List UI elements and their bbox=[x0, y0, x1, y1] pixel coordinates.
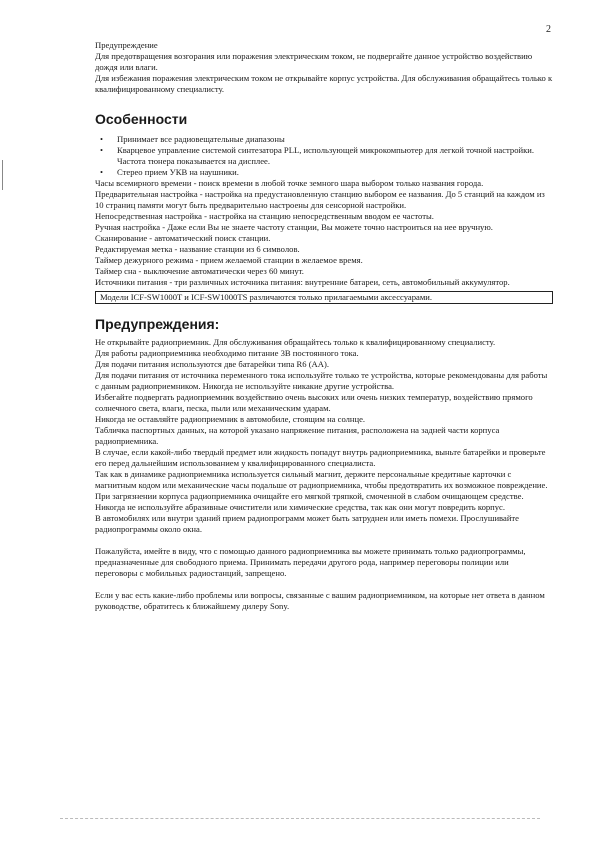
feature-paragraph: Непосредственная настройка - настройка на станцию непосредственным вводом ее частоты. bbox=[95, 211, 434, 221]
feature-paragraph: Редактируемая метка - название станции из 6 символов. bbox=[95, 244, 300, 254]
top-warning-line: Для предотвращения возгорания или поражения электрическим током, не подвергайте данное устройство воздействию дождя или влаги. bbox=[95, 51, 533, 72]
list-item: • Стерео прием УКВ на наушники. bbox=[117, 167, 553, 178]
warning-paragraph: Так как в динамике радиоприемника используется сильный магнит, держите персональные кредитные карточки с магнитным кодом или механические часы подальше от радиоприемника, чтобы предотвратить их возможное повреждение. bbox=[95, 469, 548, 490]
feature-paragraph: Таймер дежурного режима - прием желаемой станции в желаемое время. bbox=[95, 255, 363, 265]
paragraph-spacer bbox=[95, 579, 553, 590]
warnings-heading: Предупреждения: bbox=[95, 316, 220, 332]
list-item: • Принимает все радиовещательные диапазоны bbox=[117, 134, 553, 145]
feature-paragraph: Ручная настройка - Даже если Вы не знаете частоту станции, Вы можете точно настроиться на нее вручную. bbox=[95, 222, 493, 232]
scan-margin-mark bbox=[2, 160, 3, 190]
features-heading: Особенности bbox=[95, 111, 188, 127]
warning-paragraph: Никогда не оставляйте радиоприемник в автомобиле, стоящим на солнце. bbox=[95, 414, 366, 424]
top-warning-title: Предупреждение bbox=[95, 40, 158, 50]
page-number: 2 bbox=[546, 24, 551, 35]
warning-paragraph: Избегайте подвергать радиоприемник воздействию очень высоких или очень низких температур, воздействию прямого солнечного света, влаги, песка, пыли или механическим ударам. bbox=[95, 392, 533, 413]
warning-paragraph: В случае, если какой-либо твердый предмет или жидкость попадут внутрь радиоприемника, выньте батарейки и проверьте его перед дальнейшим использованием у квалифицированного специалиста. bbox=[95, 447, 546, 468]
top-warning-section bbox=[95, 40, 553, 95]
paragraph-spacer bbox=[95, 535, 553, 546]
document-body bbox=[95, 40, 553, 612]
closing-paragraph: Пожалуйста, имейте в виду, что с помощью данного радиоприемника вы можете принимать только радиопрограммы, предназначенные для свободного приема. Принимать передачи другого рода, например переговоры полиции или переговоры с мобильных радиостанций, запрещено. bbox=[95, 546, 526, 578]
page-bottom-rule bbox=[60, 818, 540, 819]
feature-paragraph: Часы всемирного времени - поиск времени в любой точке земного шара выбором только названия города. bbox=[95, 178, 484, 188]
warning-paragraph: При загрязнении корпуса радиоприемника очищайте его мягкой тряпкой, смоченной в слабом очищающем средстве. bbox=[95, 491, 524, 501]
feature-paragraph: Таймер сна - выключение автоматически через 60 минут. bbox=[95, 266, 304, 276]
top-warning-line: Для избежания поражения электрическим током не открывайте корпус устройства. Для обслуживания обращайтесь только к квалифицированному специалисту. bbox=[95, 73, 553, 94]
warning-paragraph: В автомобилях или внутри зданий прием радиопрограмм может быть затруднен или иметь помехи. Прослушивайте радиопрограммы около окна. bbox=[95, 513, 519, 534]
warning-paragraph: Никогда не используйте абразивные очистители или химические средства, так как они могут повредить корпус. bbox=[95, 502, 506, 512]
models-note-box: Модели ICF-SW1000T и ICF-SW1000TS различаются только прилагаемыми аксессуарами. bbox=[95, 291, 553, 304]
warning-paragraph: Табличка паспортных данных, на которой указано напряжение питания, расположена на задней части корпуса радиоприемника. bbox=[95, 425, 500, 446]
features-section bbox=[95, 111, 553, 304]
feature-paragraph: Источники питания - три различных источника питания: внутренние батареи, сеть, автомобильный аккумулятор. bbox=[95, 277, 510, 287]
warning-paragraph: Для работы радиоприемника необходимо питание 3В постоянного тока. bbox=[95, 348, 359, 358]
list-item: • Кварцевое управление системой синтезатора PLL, использующей микрокомпьютер для легкой точной настройки. Частота тюнера показывается на дисплее. bbox=[117, 145, 553, 167]
feature-paragraph: Предварительная настройка - настройка на предустановленную станцию выбором ее названия. До 5 станций на каждом из 10 страниц памяти могут быть предварительно настроены для сенсорной настройки. bbox=[95, 189, 545, 210]
warning-paragraph: Для подачи питания от источника переменного тока используйте только те устройства, которые рекомендованы для работы с данным радиоприемником. Никогда не используйте никакие другие устройства. bbox=[95, 370, 548, 391]
warning-paragraph: Для подачи питания используются две батарейки типа R6 (АА). bbox=[95, 359, 329, 369]
closing-paragraph: Если у вас есть какие-либо проблемы или вопросы, связанные с вашим радиоприемником, на которые нет ответа в данном руководстве, обратитесь к ближайшему дилеру Sony. bbox=[95, 590, 545, 611]
warnings-section bbox=[95, 316, 553, 612]
features-bullet-list bbox=[95, 134, 553, 178]
feature-paragraph: Сканирование - автоматический поиск станции. bbox=[95, 233, 271, 243]
warning-paragraph: Не открывайте радиоприемник. Для обслуживания обращайтесь только к квалифицированному специалисту. bbox=[95, 337, 496, 347]
